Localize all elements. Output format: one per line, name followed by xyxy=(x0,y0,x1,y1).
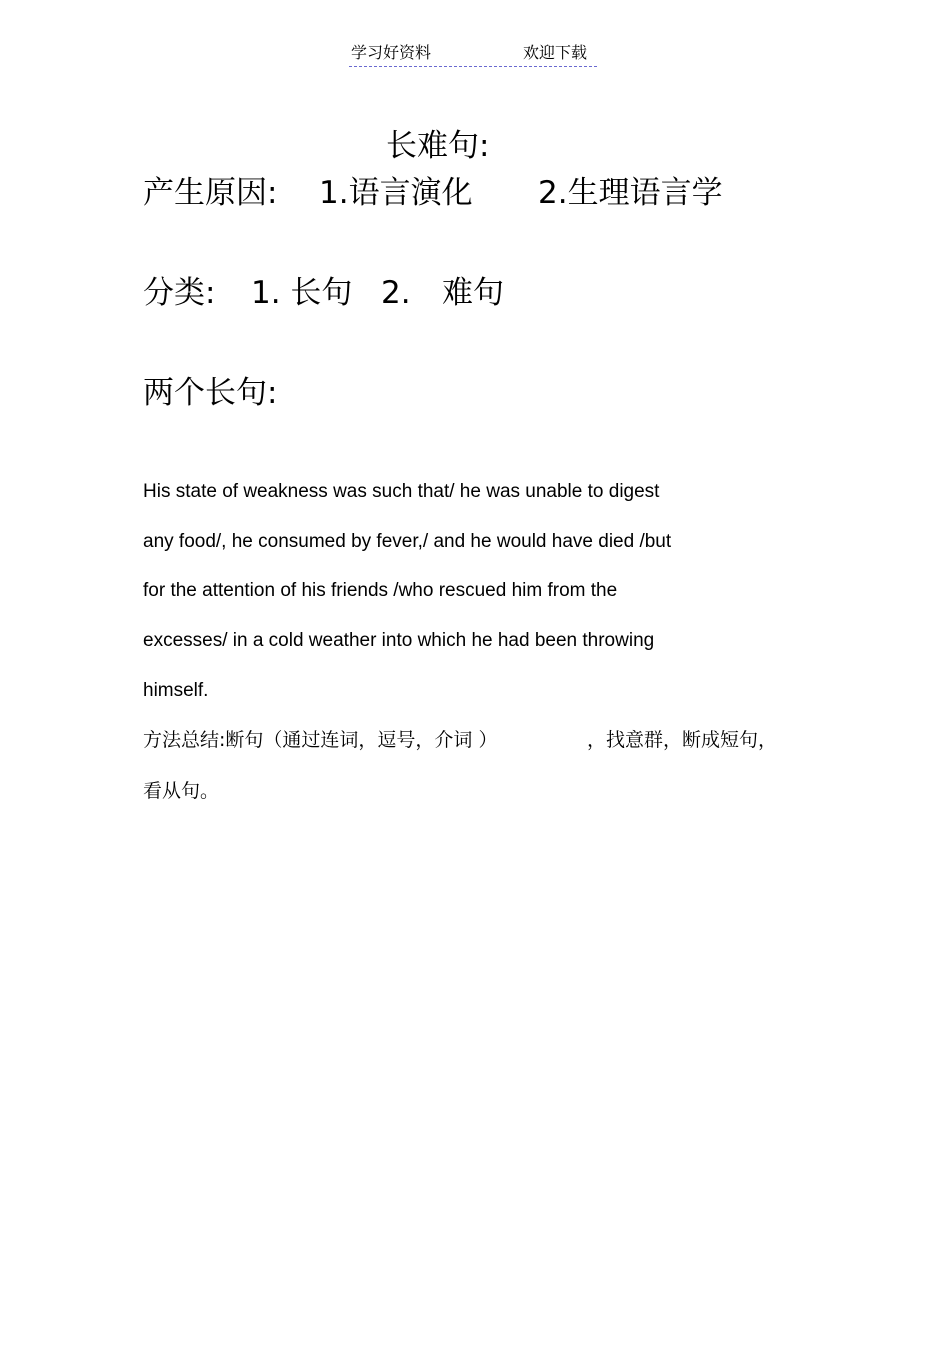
method-summary-part-2: ，找意群，断成短句， xyxy=(587,729,778,751)
page-header xyxy=(349,40,597,67)
header-left-text: 学习好资料 xyxy=(351,43,432,62)
method-summary-part-1: 方法总结:断句（通过连词，逗号，介词 ） xyxy=(143,729,498,751)
causes-label: 产生原因: xyxy=(143,175,278,211)
document-title: 长难句: xyxy=(386,128,490,164)
sentence-line: himself. xyxy=(143,680,209,701)
method-summary-line-2-text: 看从句。 xyxy=(143,780,220,802)
classification-label: 分类: xyxy=(143,275,216,311)
header-right-text: 欢迎下载 xyxy=(523,43,588,62)
sentence-line: any food/, he consumed by fever,/ and he would have died /but xyxy=(143,531,672,552)
causes-item-1: 1.语言演化 xyxy=(319,175,473,211)
sentence-line: excesses/ in a cold weather into which he had been throwing xyxy=(143,630,655,651)
classification-item-2-text: 难句 xyxy=(442,275,504,311)
causes-item-2: 2.生理语言学 xyxy=(538,175,723,211)
sentence-line: His state of weakness was such that/ he was unable to digest xyxy=(143,481,660,502)
classification-item-2-number: 2. xyxy=(381,275,411,311)
classification-item-1: 1. 长句 xyxy=(251,275,353,311)
sentence-line: for the attention of his friends /who rescued him from the xyxy=(143,580,618,601)
two-long-sentences-label: 两个长句: xyxy=(143,375,278,411)
